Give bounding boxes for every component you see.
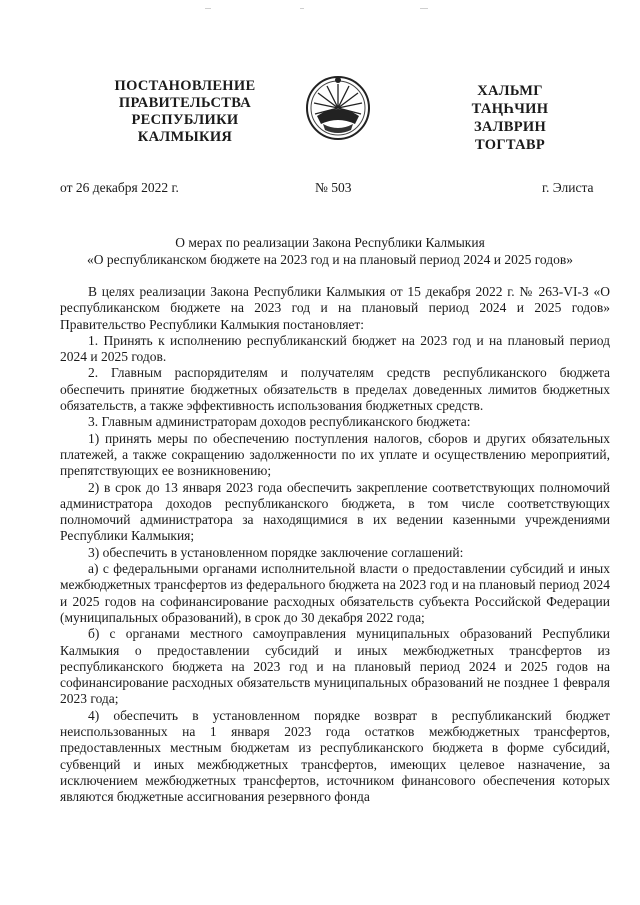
body-paragraph: 1) принять меры по обеспечению поступления налогов, сборов и других обязательных платежей, а также сокращению задолженности по их уплате и осуществлению мероприятий, препятствующих ее возникновению; (60, 430, 610, 479)
header-kalmyk-title (445, 82, 575, 154)
body-paragraph: 2. Главным распорядителям и получателям средств республиканского бюджета обеспечить принятие бюджетных обязательств в пределах доведенных лимитов бюджетных обязательств, а также эффективность использования бюджетных средств. (60, 365, 610, 414)
title-line-1: О мерах по реализации Закона Республики Калмыкия (175, 235, 485, 250)
body-paragraph: а) с федеральными органами исполнительной власти о предоставлении субсидий и иных межбюджетных трансфертов из федерального бюджета на 2023 год и на плановый период 2024 и 2025 годов на софинансирование расходных обязательств субъекта Российской Федерации (муниципальных образований), в срок до 30 декабря 2022 года; (60, 561, 610, 625)
document-body (60, 284, 610, 806)
body-paragraph: 3) обеспечить в установленном порядке заключение соглашений: (88, 544, 464, 560)
coat-of-arms-icon (303, 72, 373, 142)
body-paragraph: 1. Принять к исполнению республиканский бюджет на 2023 год и на плановый период 2024 и 2025 годов. (60, 332, 610, 365)
header-left-line: КАЛМЫКИЯ (137, 129, 233, 145)
header-right-line: ХАЛЬМГ (477, 83, 543, 99)
document-date: от 26 декабря 2022 г. (60, 180, 179, 195)
body-paragraph: 4) обеспечить в установленном порядке возврат в республиканский бюджет неиспользованных на 1 января 2023 года остатков межбюджетных трансфертов, предоставленных местным бюджетам из республиканского бюджета в форме субсидий, субвенций и иных межбюджетных трансфертов, имеющих целевое назначение, за исключением межбюджетных трансфертов, источником финансового обеспечения которых являются бюджетные ассигнования резервного фонда (60, 707, 610, 805)
scan-artifact (420, 8, 428, 9)
header-right-line: ТАҢҺЧИН (471, 101, 549, 117)
title-line-2: «О республиканском бюджете на 2023 год и на плановый период 2024 и 2025 годов» (86, 252, 573, 267)
document-title (40, 234, 620, 268)
header-left-line: ПОСТАНОВЛЕНИЕ (114, 78, 256, 94)
header-left-line: РЕСПУБЛИКИ (131, 112, 239, 128)
header-right-line: ЗАЛВРИН (473, 119, 547, 135)
header-left-line: ПРАВИТЕЛЬСТВА (118, 95, 252, 111)
header-right-line: ТОГТАВР (474, 137, 546, 153)
body-paragraph: В целях реализации Закона Республики Калмыкия от 15 декабря 2022 г. № 263-VI-З «О республиканском бюджете на 2023 год и на плановый период 2024 и 2025 годов» Правительство Республики Калмыкия постановляет: (60, 284, 610, 332)
document-number: № 503 (315, 180, 352, 195)
body-paragraph: б) с органами местного самоуправления муниципальных образований Республики Калмыкия о предоставлении субсидий и иных межбюджетных трансфертов из республиканского бюджета на 2023 год и на плановый период 2024 и 2025 годов на софинансирование расходных обязательств муниципальных образований не позднее 1 февраля 2023 года; (60, 626, 610, 707)
body-paragraph: 3. Главным администраторам доходов республиканского бюджета: (88, 414, 471, 430)
document-city: г. Элиста (542, 180, 594, 195)
scan-artifact (205, 8, 211, 9)
body-paragraph: 2) в срок до 13 января 2023 года обеспечить закрепление соответствующих полномочий администратора доходов республиканского бюджета, в том числе соответствующих полномочий администратора за находящимися в их ведении казенными учреждениями Республики Калмыкия; (60, 479, 610, 544)
header-russian-title (90, 78, 280, 146)
scan-artifact (300, 8, 304, 9)
